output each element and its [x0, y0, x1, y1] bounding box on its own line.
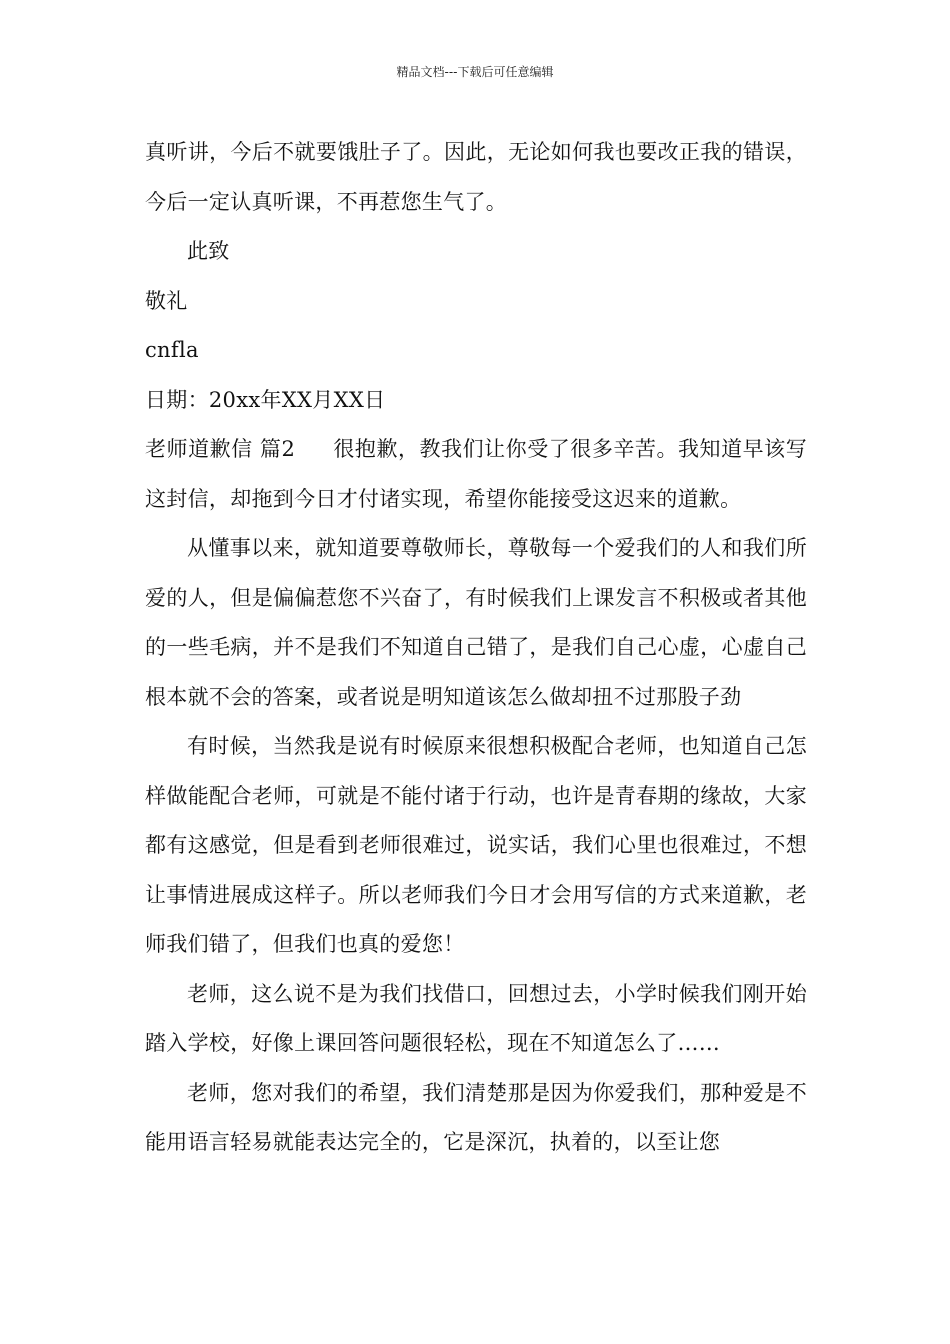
- paragraph: 老师，您对我们的希望，我们清楚那是因为你爱我们，那种爱是不能用语言轻易就能表达完全的，它是深沉，执着的，以至让您: [145, 1080, 807, 1154]
- paragraph: 有时候，当然我是说有时候原来很想积极配合老师，也知道自己怎样做能配合老师，可就是不能付诸于行动，也许是青春期的缘故，大家都有这感觉，但是看到老师很难过，说实话，我们心里也很难过，不想让事情进展成这样子。所以老师我们今日才会用写信的方式来道歉，老师我们错了，但我们也真的爱您！: [145, 734, 807, 956]
- document-body: [145, 128, 807, 1168]
- section-title: 老师道歉信 篇2: [145, 437, 296, 461]
- page-header: 精品文档---下载后可任意编辑: [396, 65, 554, 79]
- closing-regards: 敬礼: [145, 288, 188, 313]
- paragraph: 老师，这么说不是为我们找借口，回想过去，小学时候我们刚开始踏入学校，好像上课回答问题很轻松，现在不知道怎么了……: [145, 981, 807, 1055]
- paragraph-continuation: 真听讲，今后不就要饿肚子了。因此，无论如何我也要改正我的错误，今后一定认真听课，不再惹您生气了。: [145, 140, 807, 214]
- paragraph: 从懂事以来，就知道要尊敬师长，尊敬每一个爱我们的人和我们所爱的人，但是偏偏惹您不兴奋了，有时候我们上课发言不积极或者其他的一些毛病，并不是我们不知道自己错了，是我们自己心虚，心虚自己根本就不会的答案，或者说是明知道该怎么做却扭不过那股子劲: [145, 536, 807, 709]
- closing-salutation: 此致: [187, 239, 230, 263]
- signature-name: cnfla: [145, 338, 199, 362]
- section-intro: 很抱歉，教我们让你受了很多辛苦。我知道早该写这封信，却拖到今日才付诸实现，希望你能接受这迟来的道歉。: [145, 437, 807, 511]
- letter-date: 日期：20xx年XX月XX日: [145, 387, 386, 412]
- section-2-block: [145, 425, 807, 524]
